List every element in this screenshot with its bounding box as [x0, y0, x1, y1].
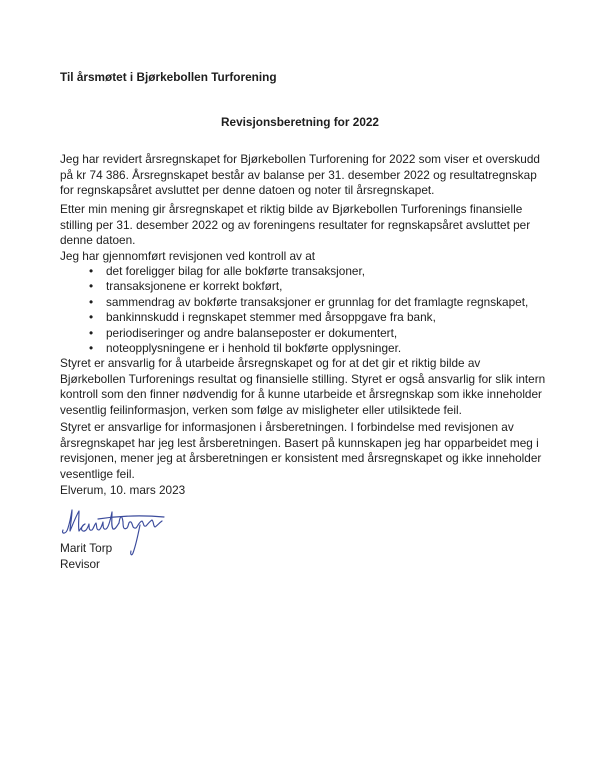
paragraph-2-line: Etter min mening gir årsregnskapet et riktig bilde av Bjørkebollen Turforenings finansielle — [60, 202, 523, 216]
paragraph-4-line: kontroll som den finner nødvendig for å kunne utarbeide et årsregnskap som ikke inneholder — [60, 387, 542, 401]
paragraph-4 — [60, 356, 545, 418]
signature-stroke — [119, 517, 162, 529]
paragraph-2-line: denne datoen. — [60, 233, 136, 247]
paragraph-1-line: på kr 74 386. Årsregnskapet består av balanse per 31. desember 2022 og resultatregnskap — [60, 167, 537, 182]
bullet-text: transaksjonene er korrekt bokført, — [106, 279, 283, 294]
paragraph-5 — [60, 420, 541, 482]
bullet-text: det foreligger bilag for alle bokførte transaksjoner, — [106, 264, 366, 278]
bullet-symbol: • — [89, 294, 94, 309]
paragraph-4-line: Styret er ansvarlig for å utarbeide årsregnskapet og for at det gir et riktig bilde av — [60, 356, 481, 370]
bullet-text: periodiseringer og andre balanseposter er dokumentert, — [106, 325, 398, 340]
bullet-symbol: • — [89, 325, 94, 340]
paragraph-1-line: for regnskapsåret avsluttet per denne datoen og noter til årsregnskapet. — [60, 183, 435, 197]
paragraph-2 — [60, 202, 530, 249]
paragraph-4-line: vesentlig feilinformasjon, verken som følge av misligheter eller utilsiktede feil. — [60, 402, 462, 417]
addressee-heading: Til årsmøtet i Bjørkebollen Turforening — [60, 70, 277, 84]
signature-stroke — [98, 516, 164, 519]
paragraph-5-line: revisjonen, mener jeg at årsberetningen er konsistent med årsregnskapet og ikke inneholder — [60, 451, 542, 465]
signatory-role: Revisor — [60, 557, 100, 571]
paragraph-5-line: vesentlige feil. — [60, 466, 135, 481]
paragraph-4-line: Bjørkebollen Turforenings resultat og finansielle stilling. Styret er også ansvarlig for slik intern — [60, 371, 546, 386]
signature-stroke — [82, 512, 119, 531]
bullet-symbol: • — [89, 279, 94, 294]
bullet-symbol: • — [89, 264, 94, 278]
paragraph-3-intro: Jeg har gjennomført revisjonen ved kontroll av at — [60, 249, 316, 263]
document-title: Revisjonsberetning for 2022 — [221, 115, 379, 129]
bullet-text: noteopplysningene er i henhold til bokførte opplysninger. — [106, 340, 402, 355]
signatory-name: Marit Torp — [60, 541, 113, 555]
bullet-symbol: • — [89, 310, 94, 325]
paragraph-5-line: årsregnskapet har jeg lest årsberetningen. Basert på kunnskapen jeg har opparbeidet meg i — [60, 435, 539, 450]
paragraph-5-line: Styret er ansvarlige for informasjonen i årsberetningen. I forbindelse med revisjonen av — [60, 420, 514, 434]
bullet-text: sammendrag av bokførte transaksjoner er grunnlag for det framlagte regnskapet, — [106, 294, 529, 309]
signature-stroke — [131, 525, 140, 555]
paragraph-1 — [60, 152, 540, 199]
place-and-date: Elverum, 10. mars 2023 — [60, 483, 186, 497]
bullet-symbol: • — [89, 340, 94, 355]
paragraph-1-line: Jeg har revidert årsregnskapet for Bjørkebollen Turforening for 2022 som viser et overskudd — [60, 152, 540, 166]
paragraph-2-line: stilling per 31. desember 2022 og av foreningens resultater for regnskapsåret avsluttet per — [60, 217, 531, 232]
bullet-text: bankinnskudd i regnskapet stemmer med årsoppgave fra bank, — [106, 310, 436, 325]
